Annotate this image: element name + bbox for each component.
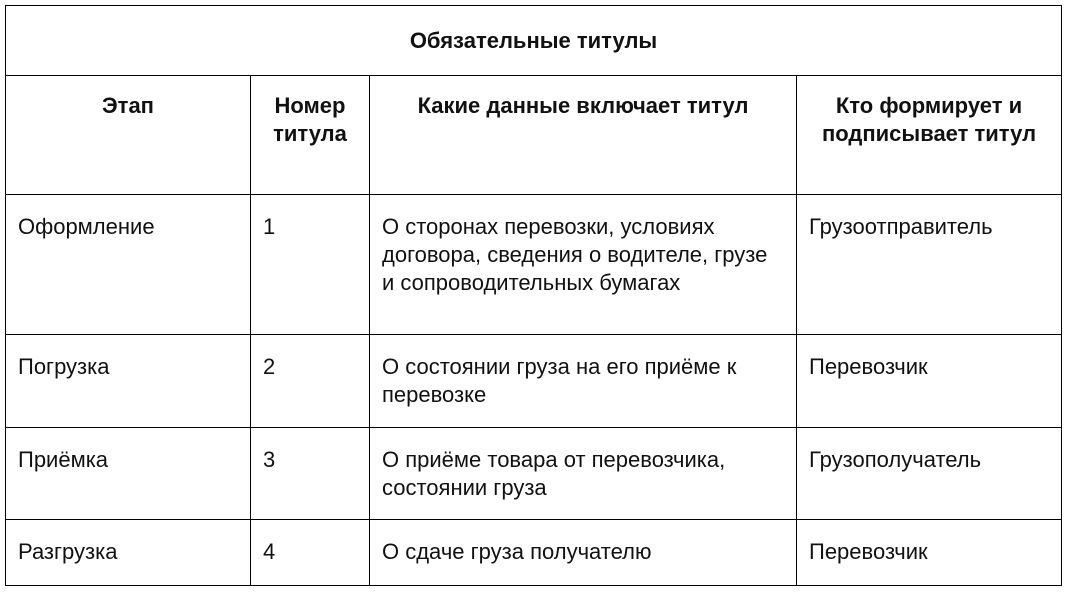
cell-number: 1 bbox=[251, 195, 370, 335]
header-data: Какие данные включает титул bbox=[370, 76, 797, 195]
table-row bbox=[6, 428, 1062, 520]
cell-data: О сдаче груза получателю bbox=[370, 520, 797, 586]
caption-row bbox=[6, 6, 1062, 76]
cell-number: 2 bbox=[251, 335, 370, 428]
cell-stage: Погрузка bbox=[6, 335, 251, 428]
cell-number: 4 bbox=[251, 520, 370, 586]
header-stage: Этап bbox=[6, 76, 251, 195]
cell-stage: Приёмка bbox=[6, 428, 251, 520]
header-who: Кто формирует и подписывает титул bbox=[797, 76, 1062, 195]
cell-who: Грузоотправитель bbox=[797, 195, 1062, 335]
table-row bbox=[6, 520, 1062, 586]
header-number: Номер титула bbox=[251, 76, 370, 195]
cell-data: О состоянии груза на его приёме к перевозке bbox=[370, 335, 797, 428]
cell-who: Перевозчик bbox=[797, 335, 1062, 428]
cell-who: Перевозчик bbox=[797, 520, 1062, 586]
cell-number: 3 bbox=[251, 428, 370, 520]
titles-table bbox=[5, 5, 1062, 586]
cell-stage: Разгрузка bbox=[6, 520, 251, 586]
table-row bbox=[6, 335, 1062, 428]
header-row bbox=[6, 76, 1062, 195]
table-caption: Обязательные титулы bbox=[6, 6, 1062, 76]
table-row bbox=[6, 195, 1062, 335]
cell-stage: Оформление bbox=[6, 195, 251, 335]
cell-data: О приёме товара от перевозчика, состоянии груза bbox=[370, 428, 797, 520]
cell-data: О сторонах перевозки, условиях договора, сведения о водителе, грузе и сопроводительных бумагах bbox=[370, 195, 797, 335]
cell-who: Грузополучатель bbox=[797, 428, 1062, 520]
